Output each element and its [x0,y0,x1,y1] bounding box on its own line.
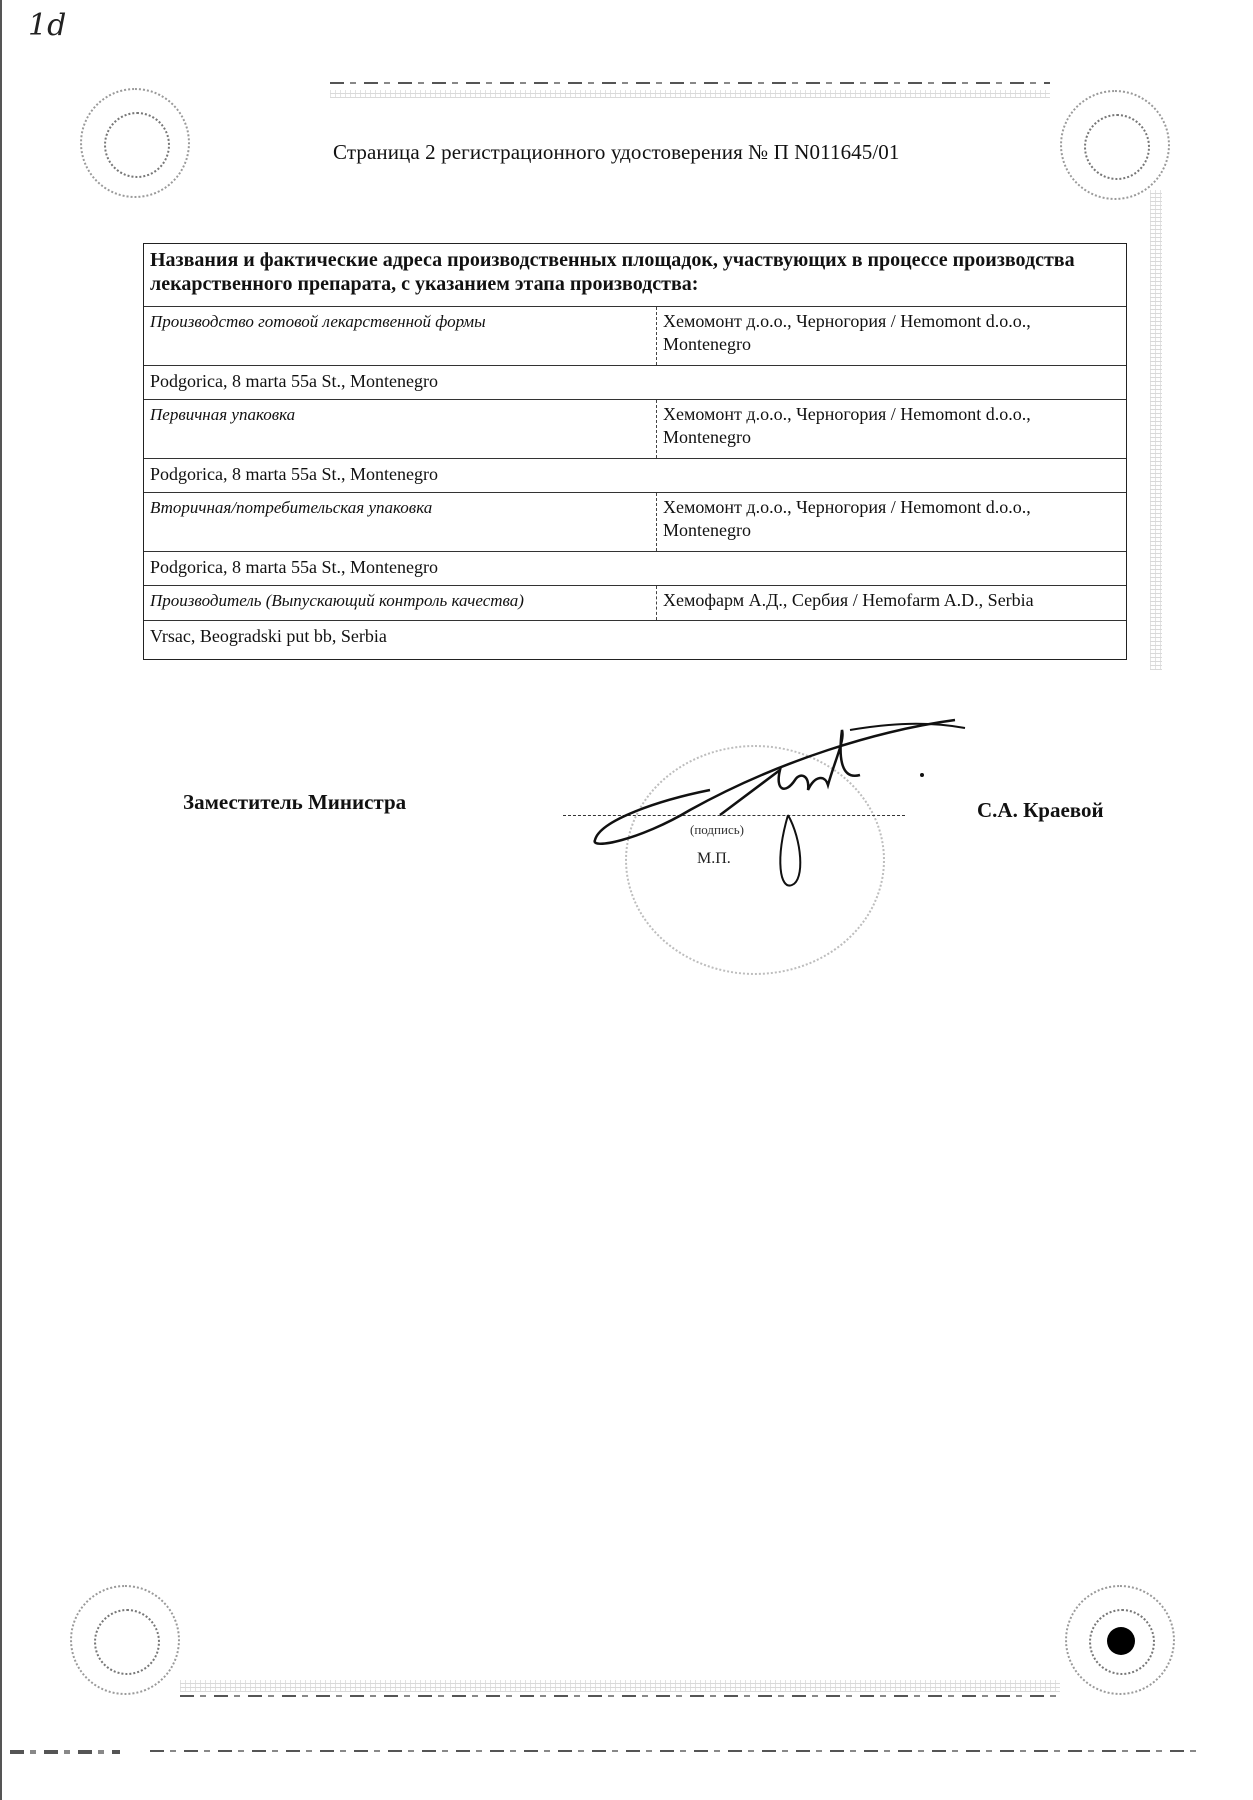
stage-label: Производство готовой лекарственной формы [150,312,486,331]
company-value: Хемофарм А.Д., Сербия / Hemofarm A.D., Serbia [656,586,1126,620]
security-rosette-bottom-right [1065,1585,1175,1695]
left-scan-edge [0,0,2,1800]
table-row-stage [144,492,1126,551]
company-value: Хемомонт д.о.о., Черногория / Hemomont d.o.o., Montenegro [656,307,1126,365]
signatory-name: С.А. Краевой [977,798,1104,822]
stage-label: Производитель (Выпускающий контроль качества) [150,591,524,610]
rosette-filled-dot [1107,1627,1135,1655]
address-value: Vrsac, Beogradski put bb, Serbia [150,626,387,646]
stage-label: Первичная упаковка [150,405,296,424]
signatory-role: Заместитель Министра [183,790,407,814]
table-heading-row [144,244,1126,306]
address-value: Podgorica, 8 marta 55a St., Montenegro [150,557,438,577]
company-value: Хемомонт д.о.о., Черногория / Hemomont d.o.o., Montenegro [656,400,1126,458]
table-row-address [144,458,1126,492]
address-value: Podgorica, 8 marta 55a St., Montenegro [150,371,438,391]
table-row-stage [144,585,1126,620]
top-microtext-band [330,90,1050,98]
top-security-border [330,82,1050,84]
stage-label: Вторичная/потребительская упаковка [150,498,433,517]
company-value: Хемомонт д.о.о., Черногория / Hemomont d.o.o., Montenegro [656,493,1126,551]
margin-handwritten-note: 1d [28,8,67,43]
table-row-address [144,365,1126,399]
table-row-stage [144,306,1126,365]
bottom-left-scan-edge [10,1750,120,1754]
bottom-scan-edge [150,1750,1200,1752]
table-row-address [144,620,1126,659]
bottom-microtext-band [180,1680,1060,1692]
signature-caption: (подпись) [690,822,744,837]
address-value: Podgorica, 8 marta 55a St., Montenegro [150,464,438,484]
bottom-security-border [180,1695,1060,1697]
page-title: Страница 2 регистрационного удостоверения № П N011645/01 [333,140,900,164]
table-heading: Названия и фактические адреса производственных площадок, участвующих в процессе производства лекарственного препарата, с указанием этапа производства: [150,249,1075,295]
stamp-placeholder-label: М.П. [697,850,731,867]
table-row-stage [144,399,1126,458]
security-rosette-bottom-left [70,1585,180,1695]
handwritten-signature [580,700,980,900]
right-edge-speckle [1150,190,1162,670]
security-rosette-top-right [1060,90,1170,200]
production-sites-table [143,243,1127,660]
table-row-address [144,551,1126,585]
security-rosette-top-left [80,88,190,198]
